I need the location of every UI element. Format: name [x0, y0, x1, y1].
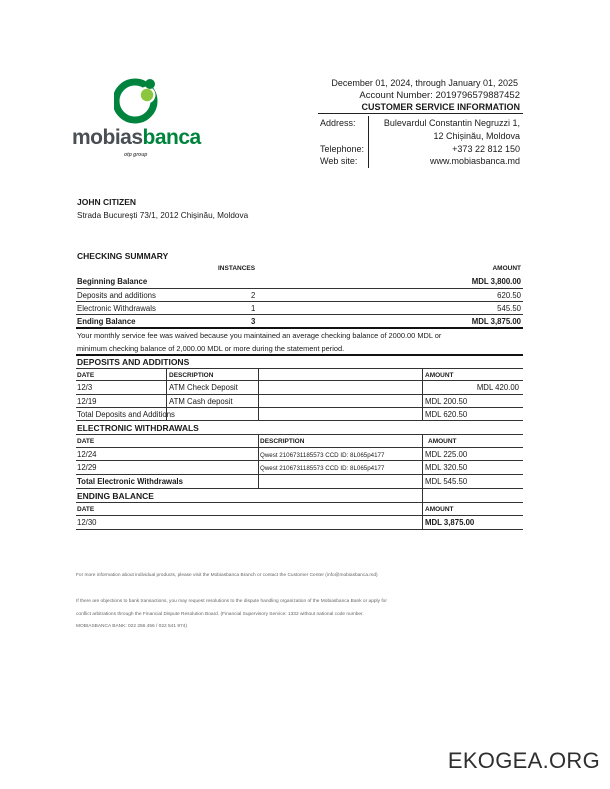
deposit-description: ATM Check Deposit — [169, 383, 238, 392]
table-rule — [76, 488, 523, 489]
deposits-title: DEPOSITS AND ADDITIONS — [77, 357, 190, 367]
summary-col-instances: INSTANCES — [218, 265, 256, 272]
ending-date: 12/30 — [77, 518, 97, 527]
withdrawal-description: Qwest 2106731185573 CCD ID: 8L065p4177 — [260, 452, 385, 459]
address-line-1: Bulevardul Constantin Negruzzi 1, — [383, 118, 520, 128]
summary-row-divider — [76, 288, 523, 289]
deposit-amount: MDL 200.50 — [425, 397, 468, 406]
deposit-description: ATM Cash deposit — [169, 397, 233, 406]
fee-waiver-note: Your monthly service fee was waived because you maintained an average checking balance of 2000.00 MDL or — [77, 331, 442, 340]
withdrawals-col-date: DATE — [77, 438, 95, 445]
logo-wordmark: mobiasbanca — [72, 126, 201, 149]
address-label: Address: — [320, 118, 356, 128]
table-rule — [76, 447, 523, 448]
withdrawal-date: 12/29 — [77, 463, 97, 472]
withdrawals-col-amount: AMOUNT — [428, 438, 457, 445]
website-value: www.mobiasbanca.md — [429, 156, 520, 166]
deposits-col-amount: AMOUNT — [425, 372, 454, 379]
footer-dispute: conflict arbitrations through the Financial Dispute Resolution Board. (Financial Supervisory Service: 1332 without national code number. — [76, 612, 364, 617]
summary-col-amount: AMOUNT — [492, 265, 521, 272]
summary-divider — [76, 327, 523, 329]
withdrawals-total-label: Total Electronic Withdrawals — [77, 477, 183, 486]
statement-period: December 01, 2024, through January 01, 2025 — [331, 78, 518, 88]
checking-summary-title: CHECKING SUMMARY — [77, 251, 169, 261]
summary-row-label: Electronic Withdrawals — [77, 304, 156, 313]
table-rule — [76, 434, 523, 435]
fee-waiver-note: minimum checking balance of 2,000.00 MDL or more during the statement period. — [77, 344, 345, 353]
summary-row-divider — [76, 301, 523, 302]
bank-logo — [72, 76, 212, 158]
summary-row-amount: MDL 3,800.00 — [471, 277, 521, 286]
summary-row-amount: 545.50 — [497, 304, 521, 313]
customer-address: Strada București 73/1, 2012 Chișinău, Moldova — [77, 211, 249, 220]
account-number: Account Number: 2019796579887452 — [359, 90, 520, 101]
customer-name: JOHN CITIZEN — [77, 197, 137, 207]
ending-col-amount: AMOUNT — [425, 506, 454, 513]
summary-row-label: Ending Balance — [77, 317, 136, 326]
table-rule — [76, 380, 523, 381]
ending-col-date: DATE — [77, 506, 95, 513]
withdrawal-date: 12/24 — [77, 450, 97, 459]
telephone-value: +373 22 812 150 — [452, 144, 520, 154]
watermark: EKOGEA.ORG — [447, 748, 600, 773]
logo-mark-icon — [114, 76, 164, 126]
deposits-col-date: DATE — [77, 372, 95, 379]
withdrawal-amount: MDL 225.00 — [425, 450, 468, 459]
summary-row-instances: 1 — [251, 304, 256, 313]
telephone-label: Telephone: — [320, 144, 365, 154]
deposits-total-amount: MDL 620.50 — [425, 410, 468, 419]
section-divider — [76, 354, 523, 356]
customer-service-title: CUSTOMER SERVICE INFORMATION — [361, 102, 520, 112]
withdrawal-description: Qwest 2106731185573 CCD ID: 8L065p4177 — [260, 465, 385, 472]
summary-row-instances: 3 — [251, 317, 256, 326]
footer-dispute: If there are objections to bank transactions, you may request resolutions to the dispute handling organization of the Mobiasbanca Bank or apply for — [76, 599, 387, 604]
deposits-total-label: Total Deposits and Additions — [77, 410, 175, 419]
table-rule — [76, 515, 523, 516]
ending-balance-title: ENDING BALANCE — [77, 491, 154, 501]
summary-row-divider — [76, 314, 523, 315]
table-rule — [76, 420, 523, 421]
column-divider — [258, 434, 259, 489]
table-rule — [76, 502, 523, 503]
deposits-col-description: DESCRIPTION — [169, 372, 214, 379]
withdrawals-total-amount: MDL 545.50 — [425, 477, 468, 486]
table-rule — [76, 529, 523, 530]
table-rule — [76, 460, 523, 461]
deposit-amount: MDL 420.00 — [476, 383, 519, 392]
footer-contact: MOBIASBANCA BANK: 022 256 456 / 022 541 974) — [76, 624, 187, 629]
column-divider — [422, 434, 423, 489]
deposit-date: 12/3 — [77, 383, 93, 392]
summary-row-instances: 2 — [251, 291, 256, 300]
deposit-date: 12/19 — [77, 397, 97, 406]
contact-divider — [368, 116, 369, 168]
withdrawal-amount: MDL 320.50 — [425, 463, 468, 472]
address-line-2: 12 Chișinău, Moldova — [433, 131, 520, 141]
website-label: Web site: — [320, 156, 358, 166]
summary-row-label: Beginning Balance — [77, 277, 148, 286]
summary-row-amount: 620.50 — [497, 291, 521, 300]
column-divider — [422, 488, 423, 530]
ending-amount: MDL 3,875.00 — [425, 518, 475, 527]
table-rule — [76, 407, 523, 408]
withdrawals-col-description: DESCRIPTION — [260, 438, 305, 445]
footer-info: For more information about individual products, please visit the Mobiasbanca Branch or contact the Customer Center (info@mobiasbanca.md) — [76, 573, 378, 578]
summary-row-amount: MDL 3,875.00 — [471, 317, 521, 326]
header-divider — [318, 113, 523, 114]
table-rule — [76, 368, 523, 369]
summary-row-label: Deposits and additions — [77, 291, 156, 300]
table-rule — [76, 394, 523, 395]
withdrawals-title: ELECTRONIC WITHDRAWALS — [77, 423, 199, 433]
logo-subtitle: otp group — [124, 152, 148, 158]
table-rule — [76, 474, 523, 475]
